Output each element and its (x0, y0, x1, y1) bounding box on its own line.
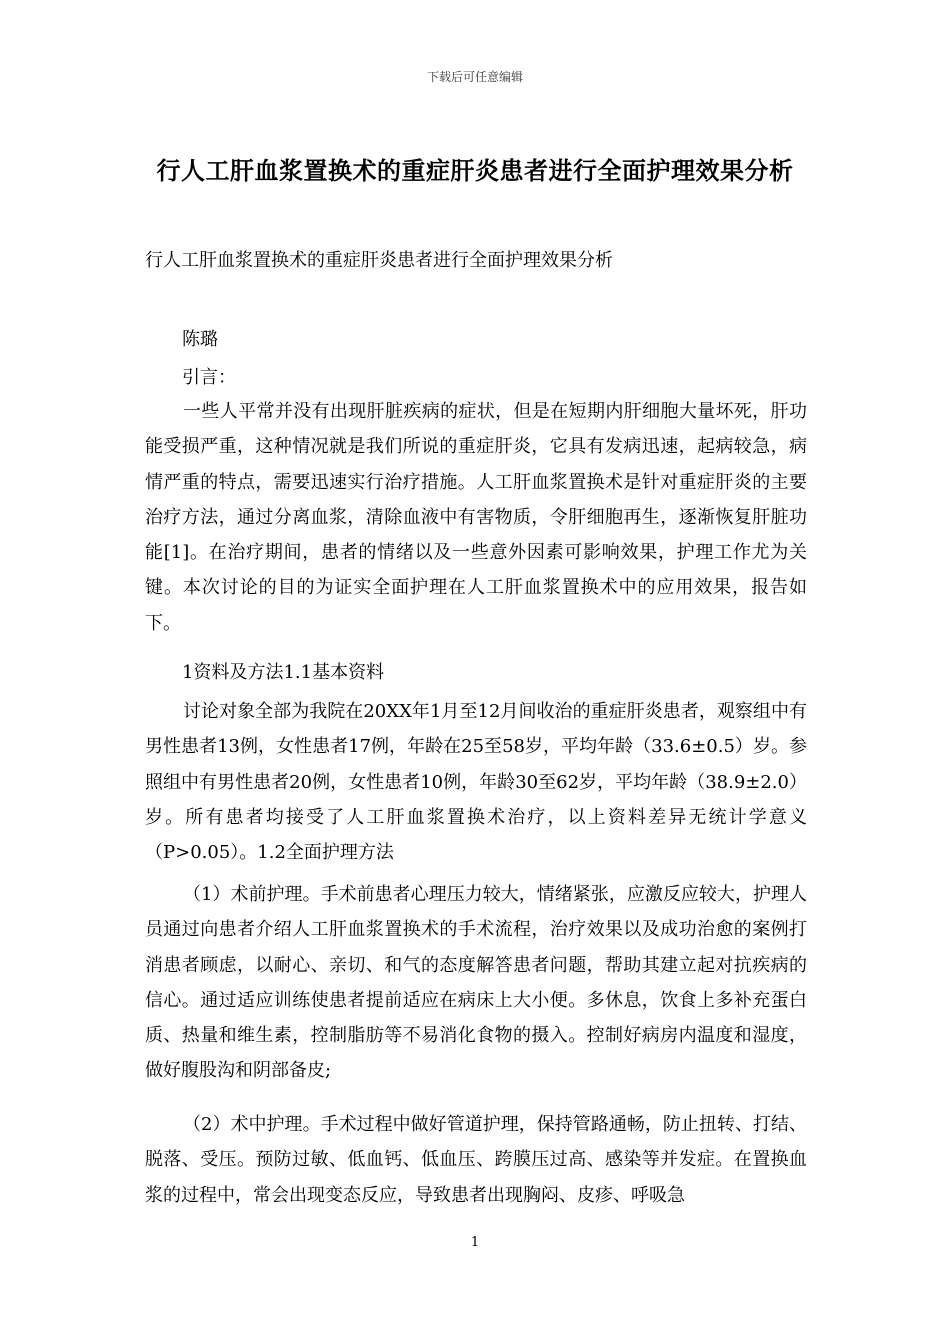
intro-paragraph: 一些人平常并没有出现肝脏疾病的症状，但是在短期内肝细胞大量坏死，肝功能受损严重，这种情况就是我们所说的重症肝炎，它具有发病迅速，起病较急，病情严重的特点，需要迅速实行治疗措施。人工肝血浆置换术是针对重症肝炎的主要治疗方法，通过分离血浆，清除血液中有害物质，令肝细胞再生，逐渐恢复肝脏功能[1]。在治疗期间，患者的情绪以及一些意外因素可影响效果，护理工作尤为关键。本次讨论的目的为证实全面护理在人工肝血浆置换术中的应用效果，报告如下。 (145, 401, 807, 634)
intro-label: 引言： (182, 367, 236, 388)
section-heading: 1资料及方法1.1基本资料 (182, 662, 385, 683)
intraop-care-paragraph: （2）术中护理。手术过程中做好管道护理，保持管路通畅，防止扭转、打结、脱落、受压。预防过敏、低血钙、低血压、跨膜压过高、感染等并发症。在置换血浆的过程中，常会出现变态反应，导致患者出现胸闷、皮疹、呼吸急 (145, 1114, 807, 1206)
basic-data-paragraph: 讨论对象全部为我院在20XX年1月至12月间收治的重症肝炎患者，观察组中有男性患者13例，女性患者17例，年龄在25至58岁，平均年龄（33.6±0.5）岁。参照组中有男性患者20例，女性患者10例，年龄30至62岁，平均年龄（38.9±2.0）岁。所有患者均接受了人工肝血浆置换术治疗，以上资料差异无统计学意义（P>0.05）。1.2全面护理方法 (145, 701, 807, 864)
author-name: 陈璐 (182, 329, 218, 350)
preop-care-paragraph: （1）术前护理。手术前患者心理压力较大，情绪紧张，应激反应较大，护理人员通过向患者介绍人工肝血浆置换术的手术流程，治疗效果以及成功治愈的案例打消患者顾虑，以耐心、亲切、和气的态度解答患者问题，帮助其建立起对抗疾病的信心。通过适应训练使患者提前适应在病床上大小便。多休息，饮食上多补充蛋白质、热量和维生素，控制脂肪等不易消化食物的摄入。控制好病房内温度和湿度，做好腹股沟和阴部备皮; (145, 884, 807, 1082)
document-title: 行人工肝血浆置换术的重症肝炎患者进行全面护理效果分析 (156, 157, 794, 185)
header-note: 下载后可任意编辑 (426, 70, 523, 84)
document-subtitle: 行人工肝血浆置换术的重症肝炎患者进行全面护理效果分析 (145, 250, 613, 271)
page-number: 1 (470, 1235, 480, 1250)
